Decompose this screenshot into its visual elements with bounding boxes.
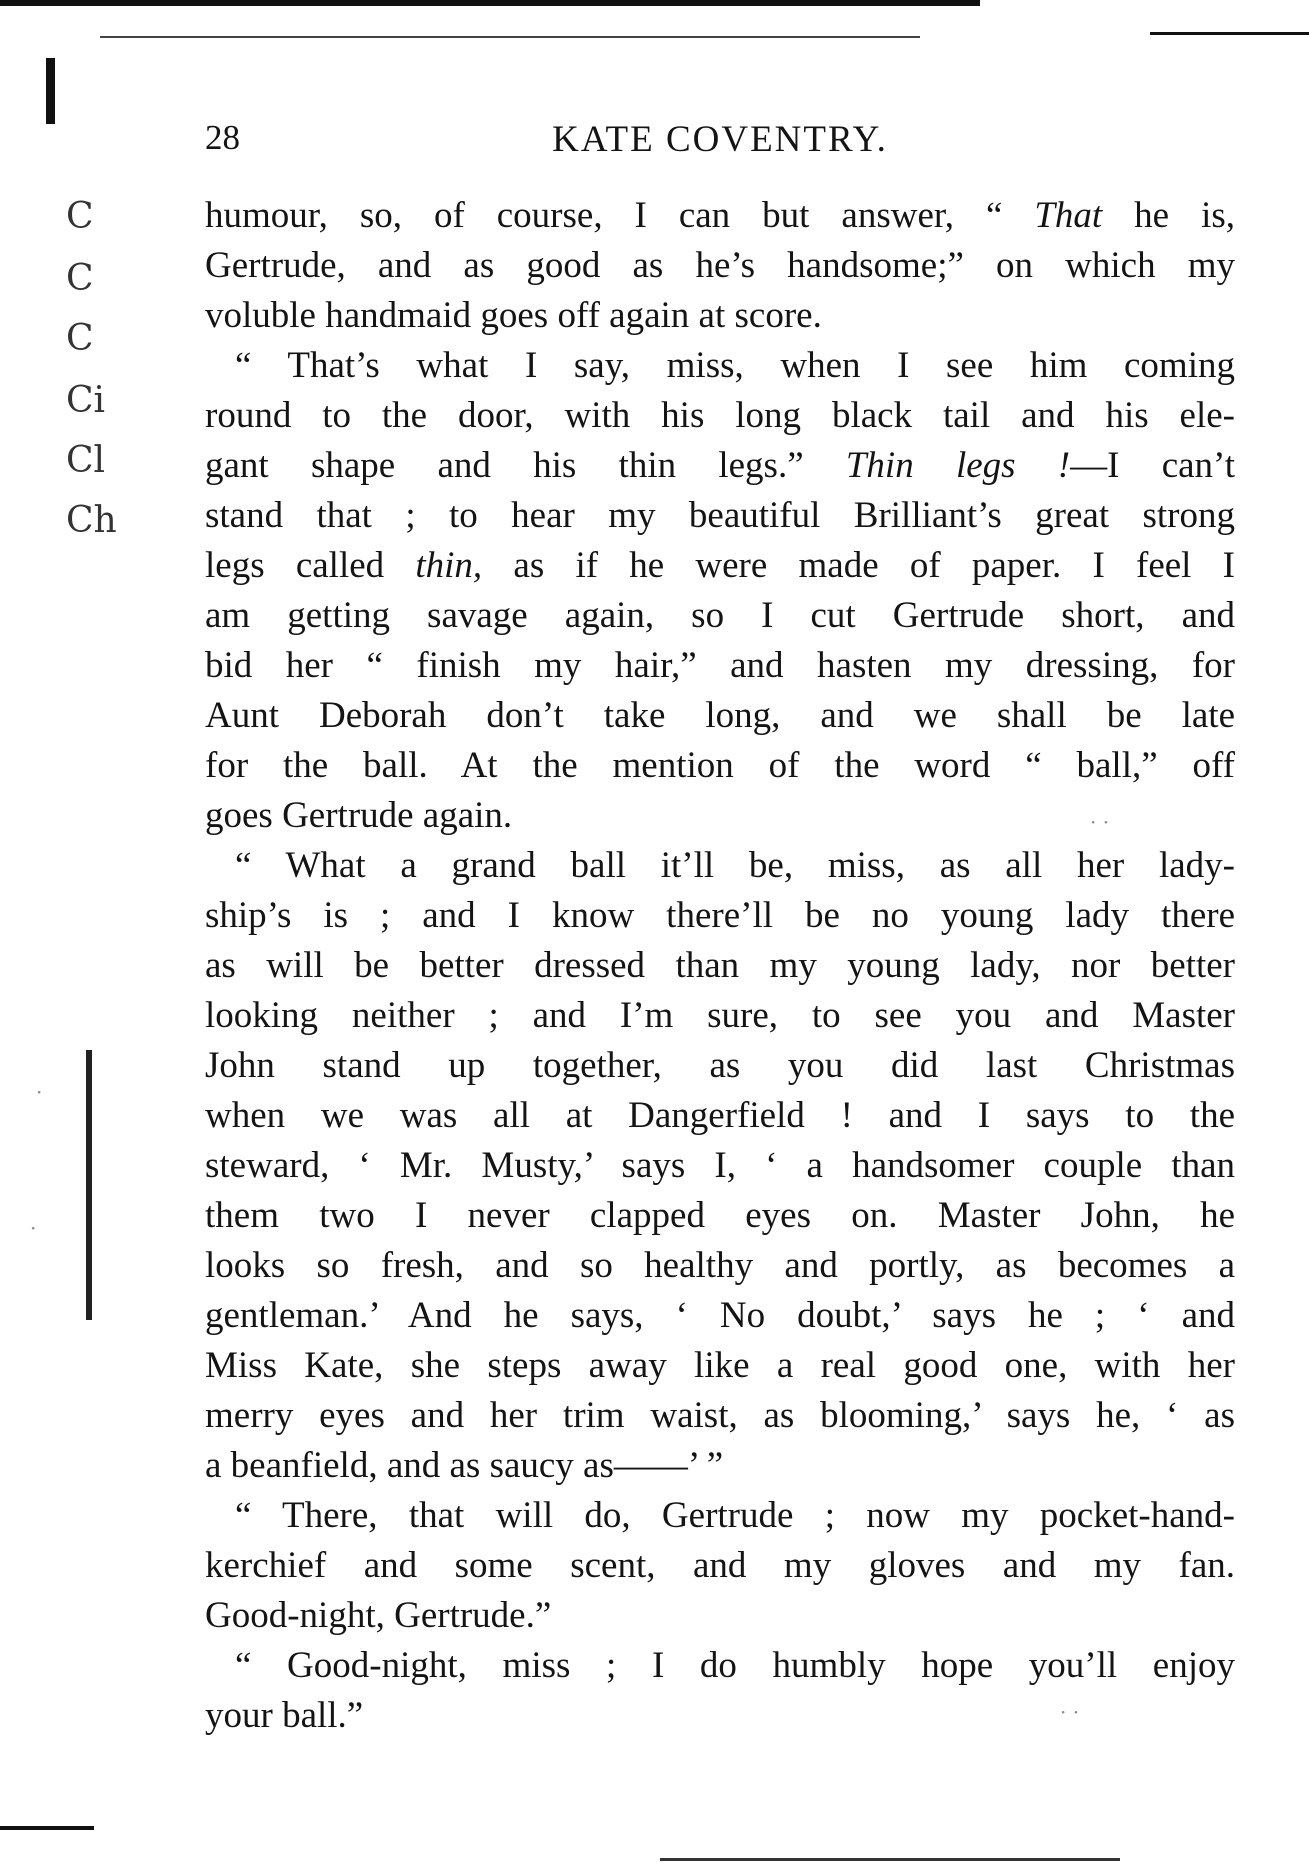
text-run: kerchief and some scent, and my gloves and my fan. — [205, 1545, 1235, 1586]
italic-text: Thin legs ! — [845, 445, 1071, 486]
top-right-rule — [1150, 32, 1309, 35]
margin-fragment: Ch — [66, 500, 117, 541]
text-line — [205, 1391, 1235, 1441]
text-line — [205, 1641, 1235, 1691]
scan-speck: · · — [1090, 810, 1110, 834]
text-line — [205, 641, 1235, 691]
bottom-left-rule — [0, 1826, 94, 1830]
text-line — [205, 1591, 1235, 1641]
paragraph — [205, 191, 1235, 341]
page-header — [205, 118, 1235, 170]
scan-speck: · — [36, 1080, 43, 1104]
text-line — [205, 1341, 1235, 1391]
text-line — [205, 391, 1235, 441]
running-title: KATE COVENTRY. — [552, 119, 888, 160]
top-edge-rule — [0, 0, 980, 6]
text-run: ship’s is ; and I know there’ll be no young lady there — [205, 895, 1235, 936]
text-line — [205, 691, 1235, 741]
italic-text: thin, — [415, 545, 483, 586]
text-run: “ Good-night, miss ; I do humbly hope you’ll enjoy — [235, 1645, 1235, 1686]
text-line — [205, 1541, 1235, 1591]
margin-fragment: Cl — [66, 440, 106, 481]
text-run: gentleman.’ And he says, ‘ No doubt,’ says he ; ‘ and — [205, 1295, 1235, 1336]
text-run: looks so fresh, and so healthy and portly, as becomes a — [205, 1245, 1235, 1286]
text-line — [205, 441, 1235, 491]
scan-speck: · · — [1060, 1700, 1080, 1724]
text-line — [205, 891, 1235, 941]
text-run: a beanfield, and as saucy as——’ ” — [205, 1445, 724, 1486]
text-run: looking neither ; and I’m sure, to see you and Master — [205, 995, 1235, 1036]
margin-fragment: C — [66, 196, 94, 237]
margin-fragment: C — [66, 258, 94, 299]
text-run: as if he were made of paper. I feel I — [482, 545, 1236, 586]
text-run: Aunt Deborah don’t take long, and we shall be late — [205, 695, 1235, 736]
text-run: John stand up together, as you did last Christmas — [205, 1045, 1235, 1086]
text-run: merry eyes and her trim waist, as blooming,’ says he, ‘ as — [205, 1395, 1235, 1436]
binding-mark-lower — [86, 1050, 92, 1320]
text-run: “ That’s what I say, miss, when I see him coming — [235, 345, 1235, 386]
text-run: humour, so, of course, I can but answer, “ — [205, 195, 1035, 236]
text-run: Gertrude, and as good as he’s handsome;” on which my — [205, 245, 1235, 286]
text-line — [205, 191, 1235, 241]
text-line — [205, 1691, 1235, 1741]
text-run: “ What a grand ball it’ll be, miss, as all her lady- — [235, 845, 1235, 886]
text-run: “ There, that will do, Gertrude ; now my pocket-hand- — [235, 1495, 1235, 1536]
body-text — [205, 191, 1235, 1741]
scan-speck: · — [30, 1216, 37, 1240]
binding-mark — [46, 58, 55, 124]
text-line — [205, 741, 1235, 791]
text-line — [205, 341, 1235, 391]
text-line — [205, 591, 1235, 641]
top-edge-rule-thin — [100, 36, 920, 38]
text-run: legs called — [205, 545, 416, 586]
text-run: Miss Kate, she steps away like a real good one, with her — [205, 1345, 1235, 1386]
text-run: goes Gertrude again. — [205, 795, 513, 836]
paragraph — [205, 341, 1235, 841]
text-line — [205, 1441, 1235, 1491]
text-line — [205, 791, 1235, 841]
bottom-edge-rule — [660, 1858, 1120, 1861]
text-line — [205, 1091, 1235, 1141]
text-run: voluble handmaid goes off again at score. — [205, 295, 822, 336]
text-run: bid her “ finish my hair,” and hasten my dressing, for — [205, 645, 1235, 686]
page-number: 28 — [205, 118, 240, 157]
text-line — [205, 1041, 1235, 1091]
text-run: round to the door, with his long black tail and his ele- — [205, 395, 1235, 436]
text-line — [205, 1291, 1235, 1341]
text-run: he is, — [1102, 195, 1236, 236]
text-line — [205, 1191, 1235, 1241]
text-line — [205, 291, 1235, 341]
text-line — [205, 1241, 1235, 1291]
text-run: your ball.” — [205, 1695, 364, 1736]
paragraph — [205, 841, 1235, 1491]
text-line — [205, 941, 1235, 991]
text-line — [205, 491, 1235, 541]
italic-text: That — [1034, 195, 1103, 236]
text-run: when we was all at Dangerfield ! and I says to the — [205, 1095, 1235, 1136]
margin-fragment: Ci — [66, 380, 106, 421]
text-run: gant shape and his thin legs.” — [205, 445, 846, 486]
text-line — [205, 841, 1235, 891]
text-run: steward, ‘ Mr. Musty,’ says I, ‘ a handsomer couple than — [205, 1145, 1235, 1186]
text-run: —I can’t — [1070, 445, 1235, 486]
text-run: for the ball. At the mention of the word “ ball,” off — [205, 745, 1235, 786]
text-run: as will be better dressed than my young lady, nor better — [205, 945, 1235, 986]
margin-fragment: C — [66, 318, 94, 359]
text-run: them two I never clapped eyes on. Master John, he — [205, 1195, 1235, 1236]
text-line — [205, 241, 1235, 291]
paragraph — [205, 1641, 1235, 1741]
paragraph — [205, 1491, 1235, 1641]
text-run: stand that ; to hear my beautiful Brilliant’s great strong — [205, 495, 1235, 536]
text-line — [205, 1141, 1235, 1191]
text-run: am getting savage again, so I cut Gertrude short, and — [205, 595, 1235, 636]
text-line — [205, 1491, 1235, 1541]
text-run: Good-night, Gertrude.” — [205, 1595, 552, 1636]
text-line — [205, 541, 1235, 591]
text-line — [205, 991, 1235, 1041]
